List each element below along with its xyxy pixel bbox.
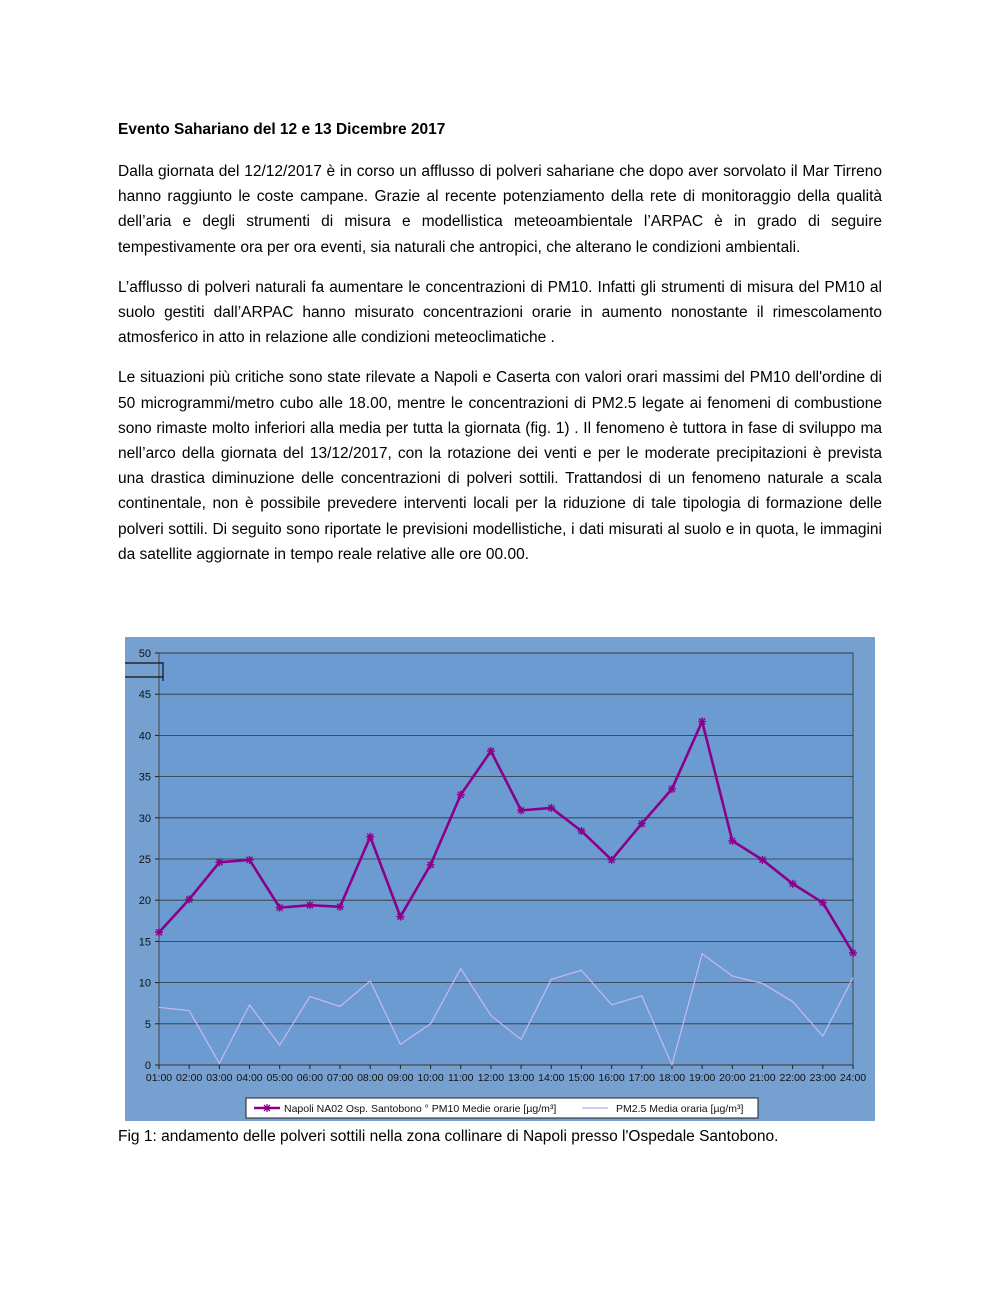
data-point-pm10 <box>819 899 827 907</box>
document-body <box>118 117 882 582</box>
data-point-pm10 <box>638 820 646 828</box>
y-tick-label: 20 <box>138 895 151 908</box>
x-tick-label: 11:00 <box>447 1072 474 1084</box>
x-tick-label: 05:00 <box>266 1072 293 1084</box>
data-point-pm10 <box>215 858 223 866</box>
data-point-pm10 <box>668 785 676 793</box>
data-point-pm10 <box>608 856 616 864</box>
x-tick-label: 07:00 <box>326 1072 354 1084</box>
y-tick-label: 5 <box>144 1018 151 1031</box>
x-tick-label: 10:00 <box>417 1072 444 1084</box>
data-point-pm10 <box>487 747 495 755</box>
x-tick-label: 13:00 <box>507 1072 535 1084</box>
x-tick-label: 09:00 <box>387 1072 414 1084</box>
x-tick-label: 17:00 <box>628 1072 655 1084</box>
data-point-pm10 <box>517 806 525 814</box>
x-tick-label: 24:00 <box>839 1072 867 1084</box>
data-point-pm10 <box>185 895 193 903</box>
data-point-pm10 <box>577 827 585 835</box>
paragraph-1: Dalla giornata del 12/12/2017 è in corso un afflusso di polveri sahariane che dopo aver sorvolato il Mar Tirreno hanno raggiunto le coste campane. Grazie al recente potenziamento della rete di monitoraggio della qualità dell’aria e degli strumenti di misura e modellistica meteoambientale l’ARPAC è in grado di seguire tempestivamente ora per ora eventi, sia naturali che antropici, che alterano le condizioni ambientali. <box>118 163 882 256</box>
data-point-pm10 <box>366 833 374 841</box>
data-point-pm10 <box>396 913 404 921</box>
y-tick-label: 10 <box>138 977 151 990</box>
x-tick-label: 22:00 <box>779 1072 806 1084</box>
pm-line-chart <box>125 637 875 1121</box>
data-point-pm10 <box>698 717 706 725</box>
y-tick-label: 50 <box>138 648 151 660</box>
chart-svg <box>125 637 875 1121</box>
x-tick-label: 03:00 <box>206 1072 233 1084</box>
x-tick-label: 19:00 <box>688 1072 716 1084</box>
data-point-pm10 <box>276 904 284 912</box>
y-tick-label: 45 <box>138 689 151 702</box>
data-point-pm10 <box>306 901 314 909</box>
x-tick-label: 15:00 <box>568 1072 595 1084</box>
y-tick-label: 35 <box>138 771 151 784</box>
x-tick-label: 14:00 <box>538 1072 565 1084</box>
legend-label-pm10: Napoli NA02 Osp. Santobono ° PM10 Medie orarie [µg/m³] <box>284 1103 557 1115</box>
x-tick-label: 12:00 <box>477 1072 505 1084</box>
x-tick-label: 18:00 <box>658 1072 686 1084</box>
data-point-pm10 <box>789 880 797 888</box>
y-tick-label: 40 <box>138 730 151 743</box>
legend-label-pm25: PM2.5 Media oraria [µg/m³] <box>616 1103 744 1115</box>
y-tick-label: 15 <box>138 936 151 949</box>
data-point-pm10 <box>427 861 435 869</box>
data-point-pm10 <box>246 856 254 864</box>
x-tick-label: 16:00 <box>598 1072 625 1084</box>
document-title: Evento Sahariano del 12 e 13 Dicembre 2017 <box>118 121 446 138</box>
x-tick-label: 23:00 <box>809 1072 836 1084</box>
y-tick-label: 25 <box>138 854 151 866</box>
x-tick-label: 21:00 <box>749 1072 776 1084</box>
figure-caption: Fig 1: andamento delle polveri sottili nella zona collinare di Napoli presso l'Ospedale Santobono. <box>118 1128 779 1145</box>
x-tick-label: 04:00 <box>236 1072 263 1084</box>
data-point-pm10 <box>849 949 857 957</box>
data-point-pm10 <box>758 856 766 864</box>
bracket-mark <box>125 663 163 681</box>
y-tick-label: 0 <box>144 1060 151 1072</box>
x-tick-label: 08:00 <box>357 1072 384 1084</box>
data-point-pm10 <box>547 804 555 812</box>
x-tick-label: 06:00 <box>296 1072 324 1084</box>
legend-marker-pm10 <box>263 1104 271 1112</box>
data-point-pm10 <box>336 903 344 911</box>
paragraph-2: L’afflusso di polveri naturali fa aumentare le concentrazioni di PM10. Infatti gli strumenti di misura del PM10 al suolo gestiti dall’ARPAC hanno misurato concentrazioni orarie in aumento nonostante il rimescolamento atmosferico in atto in relazione alle condizioni meteoclimatiche . <box>118 278 882 347</box>
y-tick-label: 30 <box>138 812 151 825</box>
data-point-pm10 <box>728 837 736 845</box>
data-point-pm10 <box>155 928 163 936</box>
x-tick-label: 01:00 <box>145 1072 173 1084</box>
data-point-pm10 <box>457 791 465 799</box>
x-tick-label: 20:00 <box>719 1072 746 1084</box>
paragraph-3: Le situazioni più critiche sono state rilevate a Napoli e Caserta con valori orari massimi del PM10 dell'ordine di 50 microgrammi/metro cubo alle 18.00, mentre le concentrazioni di PM2.5 legate ai fenomeni di combustione sono rimaste molto inferiori alla media per tutta la giornata (fig. 1) . Il fenomeno è tuttora in fase di sviluppo ma nell’arco della giornata del 13/12/2017, con la rotazione dei venti e per le moderate precipitazioni è prevista una drastica diminuzione delle concentrazioni di polveri sottili. Trattandosi di un fenomeno naturale a scala continentale, non è possibile prevedere interventi locali per la riduzione di tale tipologia di formazione delle polveri sottili. Di seguito sono riportate le previsioni modellistiche, i dati misurati al suolo e in quota, le immagini da satellite aggiornate in tempo reale relative alle ore 00.00. <box>118 369 882 563</box>
x-tick-label: 02:00 <box>176 1072 203 1084</box>
